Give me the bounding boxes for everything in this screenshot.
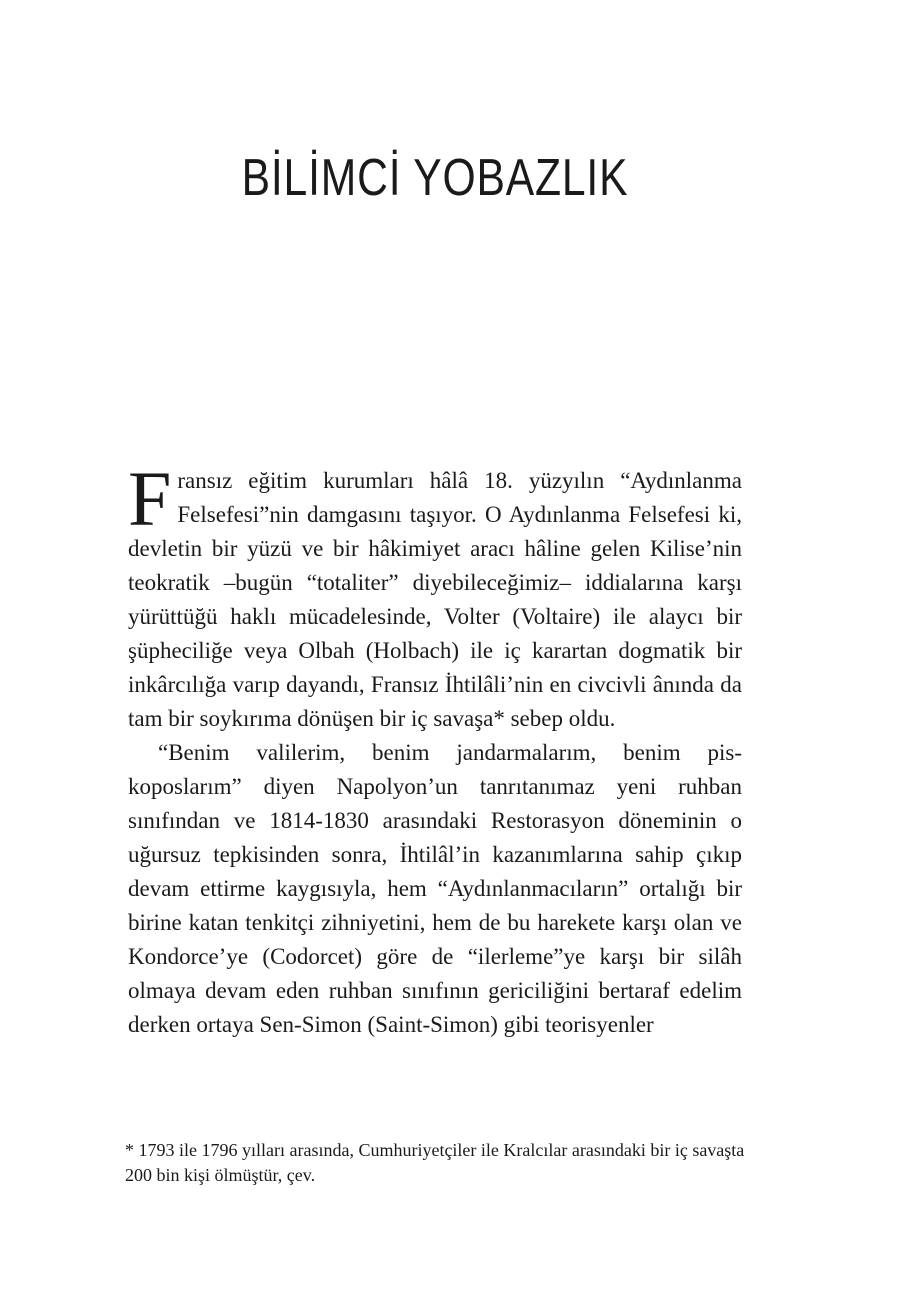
- chapter-title: BİLİMCİ YOBAZLIK: [241, 149, 629, 207]
- footnote-text: * 1793 ile 1796 yılları arasında, Cumhuriyetçiler ile Kralcılar arasındaki bir iç savaşta 200 bin kişi ölmüştür, çev.: [125, 1140, 745, 1185]
- drop-cap: F: [128, 455, 172, 542]
- footnote: [125, 1138, 745, 1188]
- paragraph-2: “Benim valilerim, benim jandarmalarım, benim piskoposlarım” diyen Napolyon’un tanrıtanımaz yeni ruhban sınıfından ve 1814-1830 arasındaki Restorasyon döneminin o uğursuz tepkisinden sonra, İhtilâl’in kazanımlarına sahip çıkıp devam ettirme kaygısıyla, hem “Aydınlanmacıların” ortalığı bir birine katan tenkitçi zihniyetini, hem de bu harekete karşı olan ve Kondorce’ye (Codorcet) göre de “ilerleme”ye karşı bir silâh olmaya devam eden ruhban sınıfının gericiliğini bertaraf edelim derken ortaya Sen-Simon (Saint-Simon) gibi teorisyenler: [128, 740, 742, 1037]
- paragraph-1-text: ransız eğitim kurumları hâlâ 18. yüzyılın “Aydınlanma Felsefesi”nin damgasını taşıyor. O Aydınlanma Felsefesi ki, devletin bir yüzü ve bir hâkimiyet aracı hâline gelen Kilise’nin teokratik –bugün “totaliter” diyebileceğimiz– iddialarına karşı yürüttüğü haklı mücadelesinde, Volter (Voltaire) ile alaycı bir şüpheciliğe veya Olbah (Holbach) ile iç karartan dogmatik bir inkârcılığa varıp dayandı, Fransız İhtilâli’nin en civcivli ânında da tam bir soykırıma dönüşen bir iç savaşa* sebep oldu.: [128, 468, 742, 731]
- body-text: [128, 455, 742, 1042]
- paragraph-1: [128, 455, 742, 736]
